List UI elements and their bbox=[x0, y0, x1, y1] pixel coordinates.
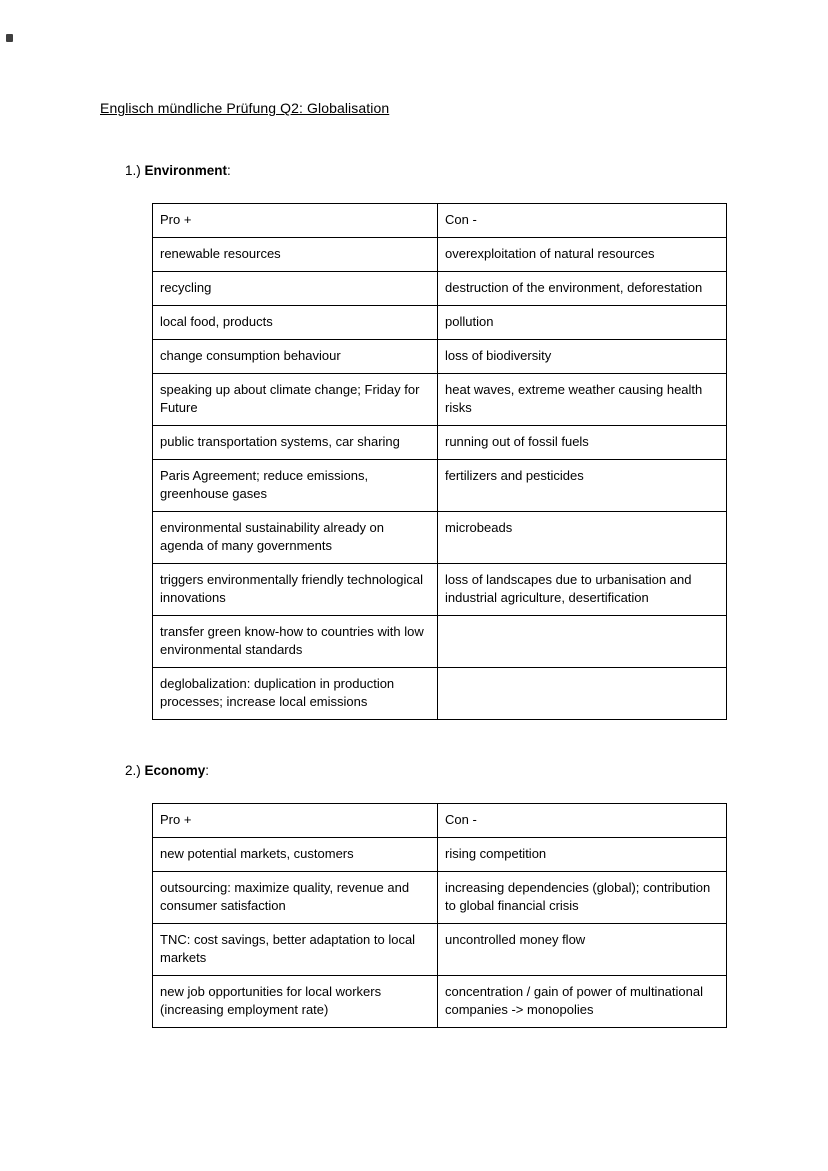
table-cell: change consumption behaviour bbox=[153, 340, 438, 374]
column-header: Con - bbox=[438, 204, 727, 238]
table-cell: overexploitation of natural resources bbox=[438, 238, 727, 272]
page-edge-artifact bbox=[6, 34, 13, 42]
section-name: Economy bbox=[144, 763, 206, 778]
table-header-row bbox=[153, 804, 727, 838]
table-cell: running out of fossil fuels bbox=[438, 426, 727, 460]
section-economy bbox=[100, 763, 728, 1028]
table-cell: outsourcing: maximize quality, revenue and consumer satisfaction bbox=[153, 872, 438, 924]
table-cell: public transportation systems, car sharing bbox=[153, 426, 438, 460]
table-row bbox=[153, 976, 727, 1028]
table-header-row bbox=[153, 204, 727, 238]
table-cell: deglobalization: duplication in production processes; increase local emissions bbox=[153, 668, 438, 720]
table-cell: concentration / gain of power of multinational companies -> monopolies bbox=[438, 976, 727, 1028]
pro-con-table-environment bbox=[152, 203, 727, 720]
column-header: Con - bbox=[438, 804, 727, 838]
table-cell: renewable resources bbox=[153, 238, 438, 272]
table-cell: new job opportunities for local workers (increasing employment rate) bbox=[153, 976, 438, 1028]
table-row bbox=[153, 238, 727, 272]
table-cell: triggers environmentally friendly technological innovations bbox=[153, 564, 438, 616]
table-row bbox=[153, 872, 727, 924]
table-cell: new potential markets, customers bbox=[153, 838, 438, 872]
table-row bbox=[153, 272, 727, 306]
table-cell: fertilizers and pesticides bbox=[438, 460, 727, 512]
table-cell bbox=[438, 668, 727, 720]
table-cell: environmental sustainability already on agenda of many governments bbox=[153, 512, 438, 564]
table-cell bbox=[438, 616, 727, 668]
table-cell: speaking up about climate change; Friday for Future bbox=[153, 374, 438, 426]
table-cell: increasing dependencies (global); contribution to global financial crisis bbox=[438, 872, 727, 924]
table-row bbox=[153, 564, 727, 616]
table-cell: destruction of the environment, deforestation bbox=[438, 272, 727, 306]
table-row bbox=[153, 426, 727, 460]
table-cell: local food, products bbox=[153, 306, 438, 340]
table-row bbox=[153, 668, 727, 720]
section-number: 1.) bbox=[125, 163, 141, 178]
table-row bbox=[153, 374, 727, 426]
table-cell: microbeads bbox=[438, 512, 727, 564]
table-row bbox=[153, 838, 727, 872]
table-cell: pollution bbox=[438, 306, 727, 340]
section-suffix: : bbox=[227, 163, 231, 178]
table-cell: uncontrolled money flow bbox=[438, 924, 727, 976]
section-number: 2.) bbox=[125, 763, 141, 778]
table-cell: transfer green know-how to countries with low environmental standards bbox=[153, 616, 438, 668]
pro-con-table-economy bbox=[152, 803, 727, 1028]
table-cell: loss of landscapes due to urbanisation and industrial agriculture, desertification bbox=[438, 564, 727, 616]
table-row bbox=[153, 460, 727, 512]
table-cell: heat waves, extreme weather causing health risks bbox=[438, 374, 727, 426]
table-row bbox=[153, 306, 727, 340]
section-suffix: : bbox=[205, 763, 210, 778]
table-cell: rising competition bbox=[438, 838, 727, 872]
section-heading bbox=[125, 763, 728, 779]
section-heading bbox=[125, 163, 728, 179]
column-header: Pro + bbox=[153, 204, 438, 238]
document-title: Englisch mündliche Prüfung Q2: Globalisation bbox=[100, 100, 390, 116]
section-environment bbox=[100, 163, 728, 720]
table-cell: loss of biodiversity bbox=[438, 340, 727, 374]
table-row bbox=[153, 340, 727, 374]
table-row bbox=[153, 616, 727, 668]
table-row bbox=[153, 512, 727, 564]
table-cell: TNC: cost savings, better adaptation to local markets bbox=[153, 924, 438, 976]
table-cell: Paris Agreement; reduce emissions, greenhouse gases bbox=[153, 460, 438, 512]
table-row bbox=[153, 924, 727, 976]
table-cell: recycling bbox=[153, 272, 438, 306]
section-name: Environment bbox=[144, 163, 228, 178]
column-header: Pro + bbox=[153, 804, 438, 838]
